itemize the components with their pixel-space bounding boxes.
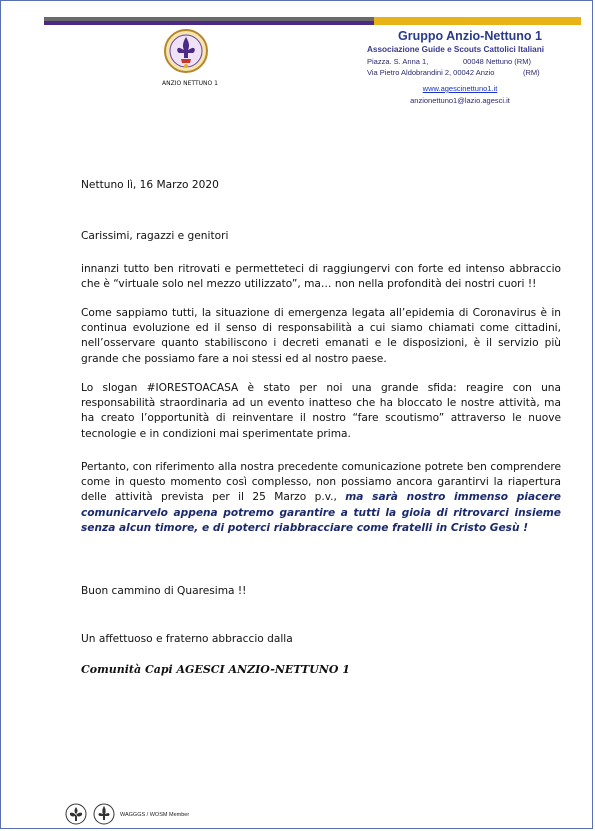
membership-note: WAGGGS / WOSM Member [120,812,190,818]
paragraph-1: innanzi tutto ben ritrovati e permetteteci di raggiungervi con forte ed intenso abbraccio che è “virtuale solo nel mezzo utilizzato”, ma… non nella profondità dei nostri cuori !! [81,263,561,291]
address-line-2a: Via Pietro Aldobrandini 2, 00042 Anzio [367,68,495,77]
paragraph-2: Come sappiamo tutti, la situazione di emergenza legata all’epidemia di Coronavirus è in continua evoluzione ed il senso di responsabilità a cui siamo chiamati come cittadini, nell’osservare quanto stabiliscono i decreti emanati e le disposizioni, è il servizio più grande che possiamo fare a noi stessi ed al nostro paese. [81,307,561,365]
letter-greeting: Carissimi, ragazzi e genitori [81,230,229,242]
address-line-2b: (RM) [523,68,540,77]
association-name: Associazione Guide e Scouts Cattolici Italiani [367,45,544,54]
paragraph-4-text: Pertanto, con riferimento alla nostra precedente comunicazione potrete ben comprendere come in questo momento così complesso, non possiamo ancora garantirvi la riapertura delle attività prevista per il 25 Marzo p.v., [81,461,561,504]
paragraph-4 [81,460,561,536]
closing-wish: Buon cammino di Quaresima !! [81,585,247,597]
group-logo-icon [163,28,209,74]
header-bar-purple [44,21,374,25]
website-link[interactable]: www.agescinettuno1.it [422,84,498,93]
wosm-fleur-icon [91,803,117,825]
closing-embrace: Un affettuoso e fraterno abbraccio dalla [81,633,293,645]
group-title: Gruppo Anzio-Nettuno 1 [398,29,542,43]
paragraph-4-emphasis: ma sarà nostro immenso piacere comunicarvelo appena potremo garantire a tutti la gioia di ritrovarci insieme senza alcun timore, e di poterci riabbracciare come fratelli in Cristo Gesù ! [81,491,561,534]
paragraph-3: Lo slogan #IORESTOACASA è stato per noi una grande sfida: reagire con una responsabilità straordinaria ad un evento inatteso che ha bloccato le nostre attività, ma ha creato l’opportunità di reinventare il nostro “fare scoutismo” attraverso le nuove tecnologie e in condizioni mai sperimentate prima. [81,382,561,440]
address-line-1b: 00048 Nettuno (RM) [463,57,531,66]
footer-emblems [65,803,115,829]
email-address: anzionettuno1@lazio.agesci.it [410,96,510,105]
header-bar-gold [374,17,581,25]
signature: Comunità Capi AGESCI ANZIO-NETTUNO 1 [81,663,350,676]
logo-caption: ANZIO NETTUNO 1 [162,80,218,87]
letter-date: Nettuno lì, 16 Marzo 2020 [81,179,219,191]
address-line-1a: Piazza. S. Anna 1, [367,57,429,66]
header-color-bar [44,17,581,25]
